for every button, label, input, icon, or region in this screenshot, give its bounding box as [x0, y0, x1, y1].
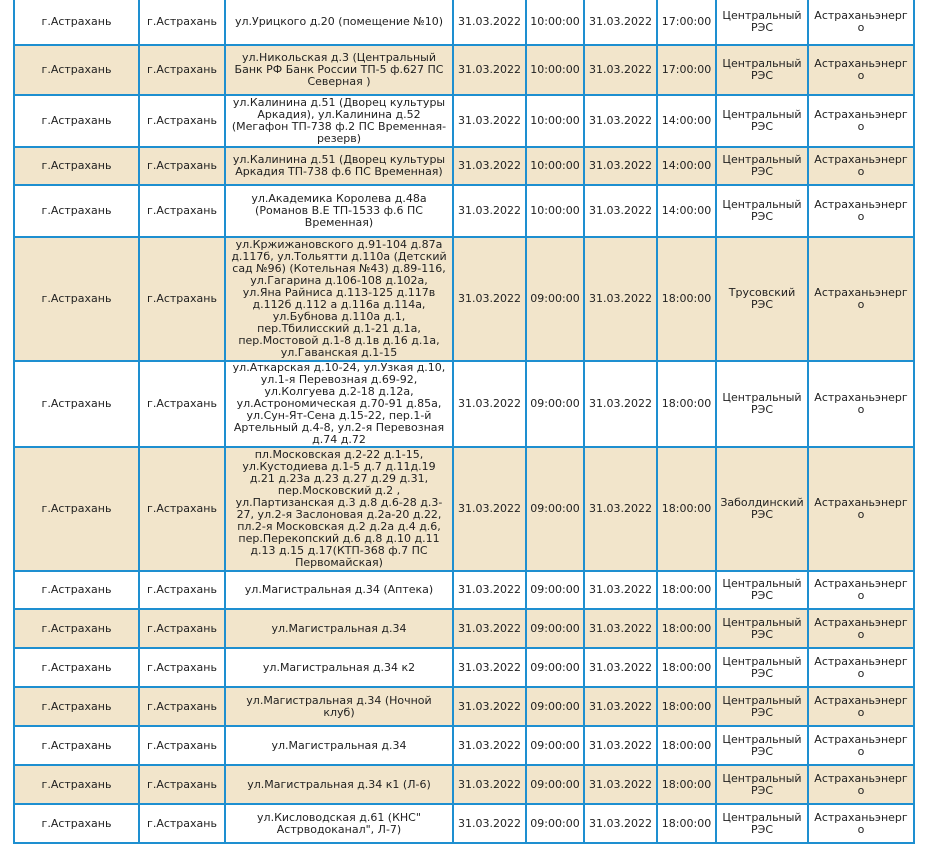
end-date-cell: 31.03.2022 — [584, 237, 657, 361]
start-time-cell: 09:00:00 — [526, 361, 584, 447]
organization-cell: Астраханьэнерго — [808, 648, 914, 687]
address-cell: пл.Московская д.2-22 д.1-15, ул.Кустодиева д.1-5 д.7 д.11д.19 д.21 д.23а д.23 д.27 д.29 д.31, пер.Московский д.2 , ул.Партизанская д.3 д.8 д.6-28 д.3-27, ул.2-я Заслоновая д.2а-20 д.22, пл.2-я Московская д.2 д.2а д.4 д.6, пер.Перекопский д.6 д.8 д.10 д.11 д.13 д.15 д.17(КТП-368 ф.7 ПС Первомайская) — [225, 447, 453, 571]
start-time-cell: 09:00:00 — [526, 447, 584, 571]
city-cell: г.Астрахань — [14, 726, 139, 765]
end-date-cell: 31.03.2022 — [584, 361, 657, 447]
start-date-cell: 31.03.2022 — [453, 765, 526, 804]
locality-cell: г.Астрахань — [139, 361, 225, 447]
end-date-cell: 31.03.2022 — [584, 447, 657, 571]
organization-cell: Астраханьэнерго — [808, 45, 914, 95]
start-date-cell: 31.03.2022 — [453, 147, 526, 185]
district-cell: Центральный РЭС — [716, 648, 808, 687]
locality-cell: г.Астрахань — [139, 185, 225, 237]
address-cell: ул.Магистральная д.34 — [225, 726, 453, 765]
address-cell: ул.Калинина д.51 (Дворец культуры Аркадия), ул.Калинина д.52 (Мегафон ТП-738 ф.2 ПС Временная- резерв) — [225, 95, 453, 147]
address-cell: ул.Магистральная д.34 к2 — [225, 648, 453, 687]
end-date-cell: 31.03.2022 — [584, 726, 657, 765]
city-cell: г.Астрахань — [14, 648, 139, 687]
organization-cell: Астраханьэнерго — [808, 726, 914, 765]
end-date-cell: 31.03.2022 — [584, 185, 657, 237]
address-cell: ул.Магистральная д.34 — [225, 609, 453, 648]
locality-cell: г.Астрахань — [139, 609, 225, 648]
end-date-cell: 31.03.2022 — [584, 45, 657, 95]
start-date-cell: 31.03.2022 — [453, 361, 526, 447]
organization-cell: Астраханьэнерго — [808, 0, 914, 45]
organization-cell: Астраханьэнерго — [808, 571, 914, 609]
organization-cell: Астраханьэнерго — [808, 147, 914, 185]
start-time-cell: 09:00:00 — [526, 765, 584, 804]
table-row — [14, 361, 914, 447]
locality-cell: г.Астрахань — [139, 571, 225, 609]
locality-cell: г.Астрахань — [139, 45, 225, 95]
outage-table-body — [14, 0, 914, 843]
organization-cell: Астраханьэнерго — [808, 361, 914, 447]
district-cell: Центральный РЭС — [716, 765, 808, 804]
locality-cell: г.Астрахань — [139, 804, 225, 843]
end-date-cell: 31.03.2022 — [584, 571, 657, 609]
start-date-cell: 31.03.2022 — [453, 804, 526, 843]
end-time-cell: 18:00:00 — [657, 237, 716, 361]
start-time-cell: 10:00:00 — [526, 45, 584, 95]
end-time-cell: 18:00:00 — [657, 648, 716, 687]
district-cell: Центральный РЭС — [716, 361, 808, 447]
district-cell: Центральный РЭС — [716, 45, 808, 95]
district-cell: Центральный РЭС — [716, 571, 808, 609]
end-time-cell: 17:00:00 — [657, 45, 716, 95]
organization-cell: Астраханьэнерго — [808, 804, 914, 843]
address-cell: ул.Магистральная д.34 к1 (Л-6) — [225, 765, 453, 804]
city-cell: г.Астрахань — [14, 609, 139, 648]
start-time-cell: 09:00:00 — [526, 648, 584, 687]
end-time-cell: 18:00:00 — [657, 687, 716, 726]
end-time-cell: 18:00:00 — [657, 361, 716, 447]
district-cell: Центральный РЭС — [716, 804, 808, 843]
locality-cell: г.Астрахань — [139, 447, 225, 571]
district-cell: Центральный РЭС — [716, 726, 808, 765]
start-date-cell: 31.03.2022 — [453, 45, 526, 95]
organization-cell: Астраханьэнерго — [808, 687, 914, 726]
end-date-cell: 31.03.2022 — [584, 609, 657, 648]
end-time-cell: 14:00:00 — [657, 185, 716, 237]
start-date-cell: 31.03.2022 — [453, 237, 526, 361]
city-cell: г.Астрахань — [14, 361, 139, 447]
district-cell: Трусовский РЭС — [716, 237, 808, 361]
end-date-cell: 31.03.2022 — [584, 765, 657, 804]
city-cell: г.Астрахань — [14, 95, 139, 147]
address-cell: ул.Кржижановского д.91-104 д.87а д.117б, ул.Тольятти д.110а (Детский сад №96) (Котельная №43) д.89-116, ул.Гагарина д.106-108 д.102а, ул.Яна Райниса д.113-125 д.117в д.112б д.112 а д.116а д.114а, ул.Бубнова д.110а д.1, пер.Тбилисский д.1-21 д.1а, пер.Мостовой д.1-8 д.1в д.16 д.1а, ул.Гаванская д.1-15 — [225, 237, 453, 361]
start-date-cell: 31.03.2022 — [453, 95, 526, 147]
end-time-cell: 18:00:00 — [657, 765, 716, 804]
end-date-cell: 31.03.2022 — [584, 0, 657, 45]
table-row — [14, 726, 914, 765]
start-time-cell: 10:00:00 — [526, 185, 584, 237]
table-row — [14, 687, 914, 726]
locality-cell: г.Астрахань — [139, 237, 225, 361]
end-time-cell: 14:00:00 — [657, 95, 716, 147]
start-time-cell: 09:00:00 — [526, 804, 584, 843]
city-cell: г.Астрахань — [14, 804, 139, 843]
start-date-cell: 31.03.2022 — [453, 185, 526, 237]
table-row — [14, 609, 914, 648]
locality-cell: г.Астрахань — [139, 95, 225, 147]
table-row — [14, 571, 914, 609]
organization-cell: Астраханьэнерго — [808, 237, 914, 361]
start-time-cell: 09:00:00 — [526, 726, 584, 765]
end-date-cell: 31.03.2022 — [584, 687, 657, 726]
organization-cell: Астраханьэнерго — [808, 609, 914, 648]
table-row — [14, 147, 914, 185]
start-date-cell: 31.03.2022 — [453, 0, 526, 45]
city-cell: г.Астрахань — [14, 687, 139, 726]
address-cell: ул.Магистральная д.34 (Аптека) — [225, 571, 453, 609]
locality-cell: г.Астрахань — [139, 765, 225, 804]
address-cell: ул.Кисловодская д.61 (КНС" Астрводоканал", Л-7) — [225, 804, 453, 843]
organization-cell: Астраханьэнерго — [808, 95, 914, 147]
end-date-cell: 31.03.2022 — [584, 648, 657, 687]
end-time-cell: 18:00:00 — [657, 804, 716, 843]
address-cell: ул.Урицкого д.20 (помещение №10) — [225, 0, 453, 45]
start-date-cell: 31.03.2022 — [453, 648, 526, 687]
start-time-cell: 09:00:00 — [526, 609, 584, 648]
table-row — [14, 648, 914, 687]
start-time-cell: 10:00:00 — [526, 95, 584, 147]
city-cell: г.Астрахань — [14, 147, 139, 185]
locality-cell: г.Астрахань — [139, 648, 225, 687]
locality-cell: г.Астрахань — [139, 0, 225, 45]
district-cell: Центральный РЭС — [716, 95, 808, 147]
locality-cell: г.Астрахань — [139, 726, 225, 765]
start-time-cell: 10:00:00 — [526, 0, 584, 45]
locality-cell: г.Астрахань — [139, 147, 225, 185]
city-cell: г.Астрахань — [14, 237, 139, 361]
address-cell: ул.Аткарская д.10-24, ул.Узкая д.10, ул.1-я Перевозная д.69-92, ул.Колгуева д.2-18 д.12а, ул.Астрономическая д.70-91 д.85а, ул.Сун-Ят-Сена д.15-22, пер.1-й Артельный д.4-8, ул.2-я Перевозная д.74 д.72 — [225, 361, 453, 447]
organization-cell: Астраханьэнерго — [808, 447, 914, 571]
table-row — [14, 447, 914, 571]
city-cell: г.Астрахань — [14, 0, 139, 45]
address-cell: ул.Никольская д.3 (Центральный Банк РФ Банк России ТП-5 ф.627 ПС Северная ) — [225, 45, 453, 95]
end-date-cell: 31.03.2022 — [584, 804, 657, 843]
end-date-cell: 31.03.2022 — [584, 95, 657, 147]
start-time-cell: 09:00:00 — [526, 237, 584, 361]
district-cell: Центральный РЭС — [716, 687, 808, 726]
start-date-cell: 31.03.2022 — [453, 571, 526, 609]
end-date-cell: 31.03.2022 — [584, 147, 657, 185]
district-cell: Центральный РЭС — [716, 0, 808, 45]
city-cell: г.Астрахань — [14, 571, 139, 609]
end-time-cell: 18:00:00 — [657, 571, 716, 609]
city-cell: г.Астрахань — [14, 765, 139, 804]
table-row — [14, 185, 914, 237]
organization-cell: Астраханьэнерго — [808, 185, 914, 237]
locality-cell: г.Астрахань — [139, 687, 225, 726]
city-cell: г.Астрахань — [14, 45, 139, 95]
table-row — [14, 804, 914, 843]
district-cell: Центральный РЭС — [716, 185, 808, 237]
start-date-cell: 31.03.2022 — [453, 687, 526, 726]
end-time-cell: 18:00:00 — [657, 609, 716, 648]
address-cell: ул.Академика Королева д.48а (Романов В.Е ТП-1533 ф.6 ПС Временная) — [225, 185, 453, 237]
start-time-cell: 09:00:00 — [526, 571, 584, 609]
end-time-cell: 18:00:00 — [657, 726, 716, 765]
city-cell: г.Астрахань — [14, 447, 139, 571]
end-time-cell: 18:00:00 — [657, 447, 716, 571]
start-date-cell: 31.03.2022 — [453, 609, 526, 648]
table-row — [14, 45, 914, 95]
table-row — [14, 95, 914, 147]
address-cell: ул.Магистральная д.34 (Ночной клуб) — [225, 687, 453, 726]
district-cell: Заболдинский РЭС — [716, 447, 808, 571]
start-time-cell: 09:00:00 — [526, 687, 584, 726]
start-date-cell: 31.03.2022 — [453, 447, 526, 571]
district-cell: Центральный РЭС — [716, 609, 808, 648]
end-time-cell: 14:00:00 — [657, 147, 716, 185]
address-cell: ул.Калинина д.51 (Дворец культуры Аркадия ТП-738 ф.6 ПС Временная) — [225, 147, 453, 185]
outage-schedule-table — [13, 0, 915, 844]
table-row — [14, 0, 914, 45]
district-cell: Центральный РЭС — [716, 147, 808, 185]
end-time-cell: 17:00:00 — [657, 0, 716, 45]
start-time-cell: 10:00:00 — [526, 147, 584, 185]
city-cell: г.Астрахань — [14, 185, 139, 237]
table-row — [14, 765, 914, 804]
start-date-cell: 31.03.2022 — [453, 726, 526, 765]
organization-cell: Астраханьэнерго — [808, 765, 914, 804]
table-row — [14, 237, 914, 361]
